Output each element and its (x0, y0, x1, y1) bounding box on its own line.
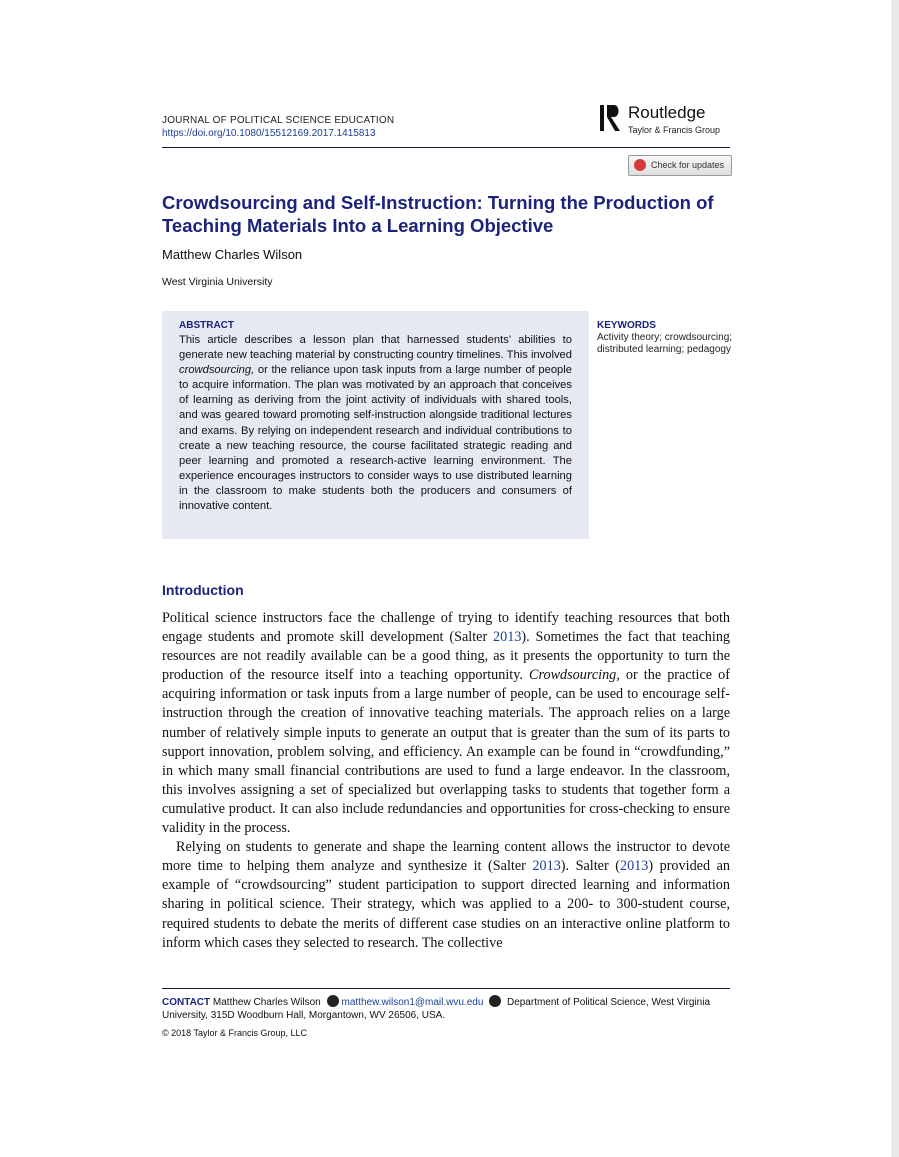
check-for-updates-label: Check for updates (651, 160, 725, 170)
citation-link[interactable]: 2013 (619, 858, 649, 875)
article-title: Crowdsourcing and Self-Instruction: Turning the Production of Teaching Materials Into a Learning Objective (162, 192, 714, 236)
email-icon (327, 995, 339, 1007)
check-for-updates-button[interactable] (628, 155, 732, 176)
journal-name: JOURNAL OF POLITICAL SCIENCE EDUCATION (162, 115, 395, 126)
author-name: Matthew Charles Wilson (162, 247, 303, 262)
email-link[interactable]: matthew.wilson1@mail.wvu.edu (341, 997, 484, 1008)
keywords-text: Activity theory; crowdsourcing; distributed learning; pedagogy (597, 332, 733, 355)
keywords-block (597, 320, 737, 356)
publisher-logo (600, 103, 730, 143)
keywords-heading: KEYWORDS (597, 320, 656, 331)
contact-info: CONTACT Matthew Charles Wilson matthew.wilson1@mail.wvu.edu Department of Political Science, West Virginia University, 315D Woodburn Hall, Morgantown, WV 26506, USA. (162, 997, 711, 1021)
publisher-subtitle: Taylor & Francis Group (628, 125, 721, 135)
page-header (162, 103, 730, 149)
paragraph: Relying on students to generate and shape the learning content allows the instructor to devote more time to helping them analyze and synthesize it (Salter 2013). Salter (2013) provided an example of “crowdsourcing” student participation to support directed learning and information sharing in political science. Their strategy, which was applied to a 200- to 300-student course, required students to debate the merits of different case studies on an interactive online platform to inform which cases they selected to research. The collective (162, 839, 730, 951)
abstract-panel (162, 311, 589, 539)
author-affiliation: West Virginia University (162, 276, 273, 288)
contact-label: CONTACT (162, 997, 211, 1008)
routledge-r-icon (600, 103, 624, 133)
footer-rule (162, 988, 730, 989)
address-icon (489, 995, 501, 1007)
citation-link[interactable]: 2013 (532, 858, 561, 875)
copyright: © 2018 Taylor & Francis Group, LLC (162, 1028, 308, 1038)
paragraph: Political science instructors face the challenge of trying to identify teaching resources that both engage students and promote skill development (Salter 2013). Sometimes the fact that teaching resources are not readily available can be a good thing, as it presents the opportunity to turn the production of the resource itself into a teaching opportunity. Crowdsourcing, or the practice of acquiring information or task inputs from a large number of people, can be used to encourage self-instruction through the creation of innovative teaching materials. The approach relies on a large number of relatively simple inputs to generate an output that is greater than the sum of its parts to support innovation, problem solving, and efficiency. An example can be found in “crowdfunding,” in which many small financial contributions are used to fund a large endeavor. In the classroom, this involves assigning a set of specialized but overlapping tasks to students that together form a cumulative product. It can also include redundancies and opportunities for cross-checking to ensure validity in the process. (162, 610, 731, 837)
abstract-text: This article describes a lesson plan that harnessed students’ abilities to generate new teaching material by constructing country timelines. This involved crowdsourcing, or the reliance upon task inputs from a large number of people to acquire information. The plan was motivated by an approach that conceives of learning as deriving from the joint activity of individuals with shared tools, and was geared toward promoting self-instruction alongside traditional lectures and exams. By relying on independent research and individual contributions to create a new teaching resource, the course facilitated strategic reading and peer learning and promoted a research-active learning environment. The experience encourages instructors to consider ways to use distributed learning in the classroom to make students both the producers and consumers of innovative content. (179, 334, 572, 513)
publisher-name: Routledge (628, 103, 706, 122)
introduction-heading: Introduction (162, 582, 244, 598)
abstract-heading: ABSTRACT (179, 320, 234, 331)
introduction-body (162, 609, 730, 953)
update-badge-icon (634, 159, 646, 171)
header-rule (162, 147, 730, 148)
page-edge (891, 0, 899, 1157)
citation-link[interactable]: 2013 (493, 629, 522, 646)
doi-link[interactable]: https://doi.org/10.1080/15512169.2017.1415813 (162, 128, 376, 139)
